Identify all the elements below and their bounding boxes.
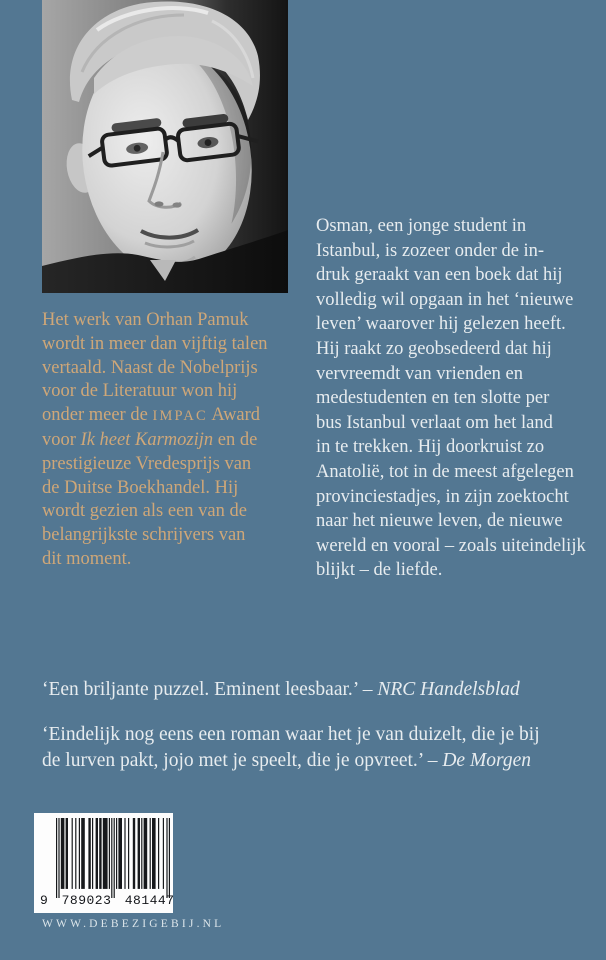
barcode-bars xyxy=(56,818,170,898)
isbn-number: 9 789023 481447 xyxy=(40,893,175,908)
author-photo xyxy=(42,0,288,293)
author-photo-illustration xyxy=(42,0,288,293)
barcode xyxy=(34,813,173,913)
press-quote-de-morgen: ‘Eindelijk nog eens een roman waar het je van duizelt, die je bij de lurven pakt, jojo met je speelt, die je opvreet.’ – De Morgen xyxy=(42,724,540,771)
author-bio-text: Het werk van Orhan Pamuk wordt in meer dan vijftig talen vertaald. Naast de Nobelprijs voor de Literatuur won hij onder meer de IMPAC Award voor Ik heet Karmozijn en de prestigieuze Vredesprijs van de Duitse Boekhandel. Hij wordt gezien als een van de belangrijkste schrijvers van dit moment. xyxy=(42,310,268,569)
synopsis-text: Osman, een jonge student in Istanbul, is zozeer onder de in- druk geraakt van een boek dat hij volledig wil opgaan in het ‘nieuwe leven’ waarover hij gelezen heeft. Hij raakt zo geobsedeerd dat hij vervreemdt van vrienden en medestudenten en ten slotte per bus Istanbul verlaat om het land in te trekken. Hij doorkruist zo Anatolië, tot in de meest afgelegen provinciestadjes, in zijn zoektocht naar het nieuwe leven, de nieuwe wereld en vooral – zoals uiteindelijk blijkt – de liefde. xyxy=(316,216,586,581)
publisher-website-url: WWW.DEBEZIGEBIJ.NL xyxy=(42,918,225,930)
press-quote-nrc-handelsblad: ‘Een briljante puzzel. Eminent leesbaar.’ – NRC Handelsblad xyxy=(42,679,520,700)
